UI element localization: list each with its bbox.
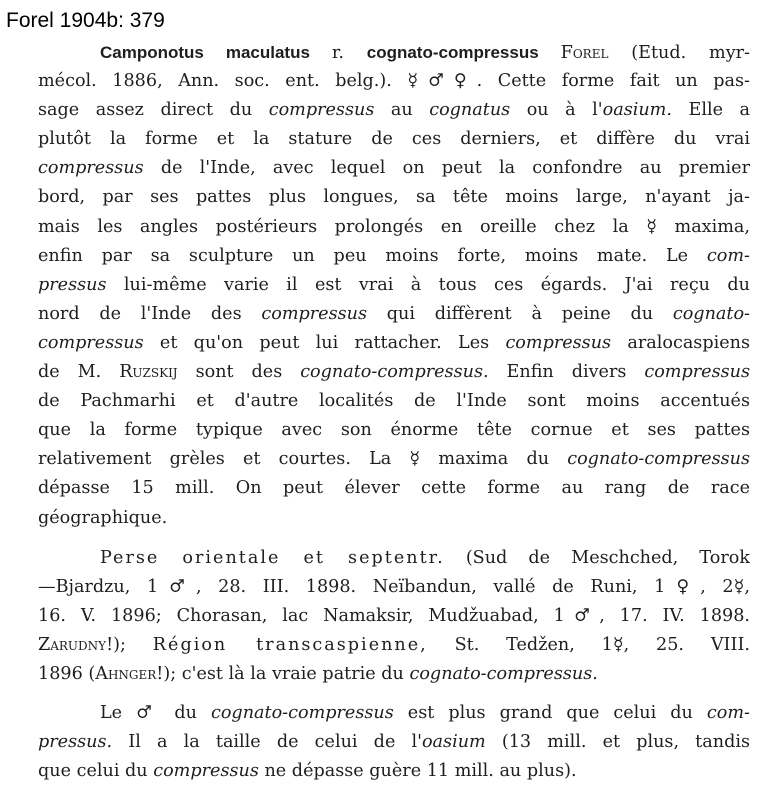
text-run: Ruzskij (119, 362, 178, 383)
text-run: cognato- (672, 303, 750, 324)
text-line (38, 358, 750, 387)
text-line (38, 544, 750, 573)
text-run: Camponotus maculatus (100, 43, 332, 62)
text-line (38, 329, 750, 358)
text-run: (Sud de Meschched, Torok (444, 547, 750, 568)
text-run: que la forme typique avec son énorme tête cornue et ses pattes (38, 420, 750, 441)
text-line (38, 445, 750, 474)
text-run: ne dépasse guère 11 mill. au plus). (258, 761, 577, 782)
text-run: mécol. 1886, Ann. soc. ent. belg.). ☿♂♀. Cette forme fait un pas- (38, 71, 750, 92)
text-run: r. (331, 43, 367, 63)
text-run: cognatus (429, 100, 511, 121)
text-line (38, 154, 750, 183)
text-line (38, 242, 750, 271)
text-run: Région transcaspienne, (152, 634, 428, 655)
text-line (38, 474, 750, 503)
text-line (38, 183, 750, 212)
text-run: lui-même varie il est vrai à tous ces égards. J'ai reçu du (106, 274, 750, 295)
text-run: sont des (177, 362, 301, 383)
text-run: oasium (421, 732, 486, 753)
text-line (38, 271, 750, 300)
text-run: mais les angles postérieurs prolongés en oreille chez la ☿ maxima, (38, 216, 750, 237)
text-run: compressus (505, 332, 612, 353)
text-run: (Etud. myr- (631, 43, 750, 63)
text-run: au (374, 100, 430, 121)
text-run: enfin par sa sculpture un peu moins forte, moins mate. Le (38, 245, 707, 266)
text-run: —Bjardzu, 1♂, 28. III. 1898. Neïbandun, vallé de Runi, 1♀, 2☿, (38, 576, 750, 597)
text-run: cognato-compressus. (409, 663, 598, 684)
text-run: pressus. (38, 732, 113, 753)
text-line (38, 728, 750, 757)
text-run: est plus grand que celui du (393, 703, 707, 724)
text-run: bord, par ses pattes plus longues, sa tête moins large, n'ayant ja- (38, 187, 750, 208)
text-run: de M. (38, 362, 120, 383)
text-line (38, 699, 750, 728)
text-run: com- (706, 703, 750, 724)
text-run: de l'Inde, avec lequel on peut la confondre au premier (143, 158, 750, 179)
text-run: Le ♂ du (100, 703, 211, 724)
text-run: Enfin divers (488, 362, 645, 383)
text-run: Perse orientale et septentr. (100, 547, 445, 568)
text-run: Forel (560, 43, 632, 63)
text-run: compressus (644, 362, 750, 383)
text-run: pressus (38, 274, 107, 295)
text-run: plutôt la forme et la stature de ces derniers, et diffère du vrai (38, 129, 750, 150)
text-run: St. Tedžen, 1☿, 25. VIII. (427, 634, 750, 655)
text-run: (13 mill. et plus, tandis (485, 732, 750, 753)
text-line (38, 504, 750, 533)
text-run: compressus (261, 303, 368, 324)
text-run: relativement grèles et courtes. La ☿ maxima du (38, 449, 568, 470)
text-run: cognato-compressus (210, 703, 394, 724)
text-run: compressus (268, 100, 375, 121)
citation-header: Forel 1904b: 379 (6, 9, 165, 32)
text-run: Il a la taille de celui de l' (112, 732, 422, 753)
text-run: cognato-compressus (567, 449, 750, 470)
text-run: et qu'on peut lui rattacher. Les (143, 332, 506, 353)
document-body (38, 38, 750, 786)
text-run: cognato-compressus. (300, 362, 489, 383)
text-line (38, 125, 750, 154)
text-line (38, 573, 750, 602)
text-line (38, 660, 750, 689)
text-run: aralocaspiens (611, 332, 750, 353)
text-run: !); c'est là la vraie patrie du (156, 663, 410, 684)
text-run: de Pachmarhi et d'autre localités de l'Inde sont moins accentués (38, 391, 750, 412)
text-run: compressus (153, 761, 259, 782)
text-run: 1896 ( (38, 663, 96, 684)
text-run: compressus (38, 332, 144, 353)
text-run: sage assez direct du (38, 100, 269, 121)
text-run: !); (106, 634, 153, 655)
text-run: que celui du (38, 761, 154, 782)
text-run: dépasse 15 mill. On peut élever cette forme au rang de race (38, 478, 750, 499)
text-line (38, 67, 750, 96)
text-line (38, 38, 750, 67)
text-run: qui diffèrent à peine du (367, 303, 673, 324)
text-run: Ahnger (95, 663, 157, 684)
text-line (38, 213, 750, 242)
text-run: nord de l'Inde des (38, 303, 262, 324)
text-run: Elle a (671, 100, 750, 121)
text-run: ou à l' (510, 100, 603, 121)
text-line (38, 300, 750, 329)
text-run: compressus (38, 158, 144, 179)
text-line (38, 602, 750, 631)
text-run: Zarudny (38, 634, 107, 655)
text-run: com- (706, 245, 750, 266)
text-run: 16. V. 1896; Chorasan, lac Namaksir, Mudžuabad, 1♂, 17. IV. 1898. (38, 605, 750, 626)
text-line (38, 631, 750, 660)
text-run: géographique. (38, 507, 168, 528)
text-line (38, 387, 750, 416)
text-run: cognato-compressus (366, 43, 561, 62)
text-line (38, 757, 750, 786)
text-line (38, 416, 750, 445)
text-run: oasium. (602, 100, 672, 121)
text-line (38, 96, 750, 125)
